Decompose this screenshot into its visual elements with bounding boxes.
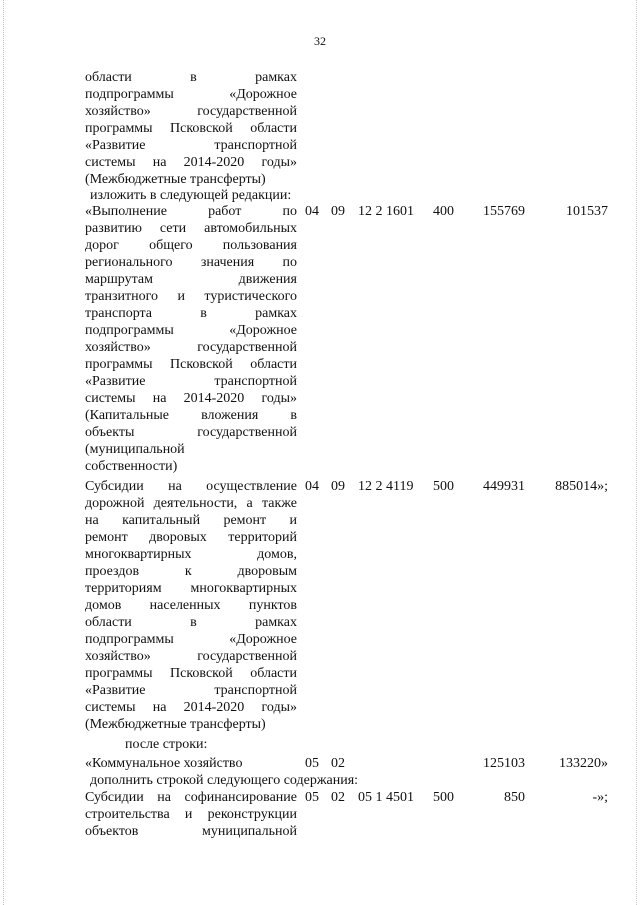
text-line: домов населенных пунктов xyxy=(85,598,297,613)
text-line: объекты государственной xyxy=(85,425,297,440)
amount-year-1: 125103 xyxy=(483,756,525,771)
text-line: подпрограммы «Дорожное xyxy=(85,87,297,102)
page-right-edge xyxy=(636,0,637,905)
text-line: транзитного и туристического xyxy=(85,289,297,304)
text-line: многоквартирных домов, xyxy=(85,547,297,562)
section-code: 05 xyxy=(305,756,319,771)
text-line: системы на 2014-2020 годы» xyxy=(85,155,297,170)
subsection-code: 02 xyxy=(331,756,345,771)
text-line: Субсидии на осуществление xyxy=(85,479,297,494)
page-number: 32 xyxy=(314,34,326,48)
amount-year-1: 850 xyxy=(504,790,525,805)
text-line: регионального значения по xyxy=(85,255,297,270)
text-line: хозяйство» государственной xyxy=(85,649,297,664)
instruction-line: дополнить строкой следующего содержания: xyxy=(90,773,359,788)
text-line: области в рамках xyxy=(85,615,297,630)
text-line: области в рамках xyxy=(85,70,297,85)
amount-year-2: -»; xyxy=(592,790,608,805)
subsection-code: 09 xyxy=(331,479,345,494)
instruction-line: после строки: xyxy=(125,737,208,752)
text-line: программы Псковской области xyxy=(85,121,297,136)
text-line: «Коммунальное хозяйство xyxy=(85,756,243,771)
text-line: Субсидии на софинансирование xyxy=(85,790,297,805)
text-line: дорог общего пользования xyxy=(85,238,297,253)
text-line: «Развитие транспортной xyxy=(85,138,297,153)
text-line: (муниципальной xyxy=(85,442,185,457)
subsection-code: 09 xyxy=(331,204,345,219)
text-line: транспорта в рамках xyxy=(85,306,297,321)
text-line: хозяйство» государственной xyxy=(85,104,297,119)
text-line: системы на 2014-2020 годы» xyxy=(85,700,297,715)
amount-year-2: 101537 xyxy=(566,204,608,219)
amount-year-1: 155769 xyxy=(483,204,525,219)
amount-year-2: 885014»; xyxy=(555,479,608,494)
text-line: на капитальный ремонт и xyxy=(85,513,297,528)
text-line: программы Псковской области xyxy=(85,357,297,372)
target-article-code: 12 2 1601 xyxy=(358,204,414,219)
text-line: подпрограммы «Дорожное xyxy=(85,632,297,647)
text-line: развитию сети автомобильных xyxy=(85,221,297,236)
text-line: маршрутам движения xyxy=(85,272,297,287)
target-article-code: 12 2 4119 xyxy=(358,479,414,494)
instruction-line: изложить в следующей редакции: xyxy=(90,188,292,203)
amount-year-1: 449931 xyxy=(483,479,525,494)
expense-type-code: 500 xyxy=(433,790,454,805)
text-line: территориям многоквартирных xyxy=(85,581,297,596)
text-line: (Межбюджетные трансферты) xyxy=(85,172,266,187)
text-line: хозяйство» государственной xyxy=(85,340,297,355)
expense-type-code: 500 xyxy=(433,479,454,494)
section-code: 04 xyxy=(305,479,319,494)
section-code: 05 xyxy=(305,790,319,805)
subsection-code: 02 xyxy=(331,790,345,805)
text-line: ремонт дворовых территорий xyxy=(85,530,297,545)
target-article-code: 05 1 4501 xyxy=(358,790,414,805)
text-line: «Выполнение работ по xyxy=(85,204,297,219)
page-left-edge xyxy=(3,0,4,905)
text-line: (Межбюджетные трансферты) xyxy=(85,717,266,732)
text-line: дорожной деятельности, а также xyxy=(85,496,297,511)
expense-type-code: 400 xyxy=(433,204,454,219)
text-line: «Развитие транспортной xyxy=(85,683,297,698)
text-line: строительства и реконструкции xyxy=(85,807,297,822)
amount-year-2: 133220» xyxy=(559,756,608,771)
text-line: программы Псковской области xyxy=(85,666,297,681)
section-code: 04 xyxy=(305,204,319,219)
text-line: «Развитие транспортной xyxy=(85,374,297,389)
text-line: собственности) xyxy=(85,459,178,474)
text-line: системы на 2014-2020 годы» xyxy=(85,391,297,406)
text-line: проездов к дворовым xyxy=(85,564,297,579)
text-line: подпрограммы «Дорожное xyxy=(85,323,297,338)
text-line: объектов муниципальной xyxy=(85,824,297,839)
text-line: (Капитальные вложения в xyxy=(85,408,297,423)
